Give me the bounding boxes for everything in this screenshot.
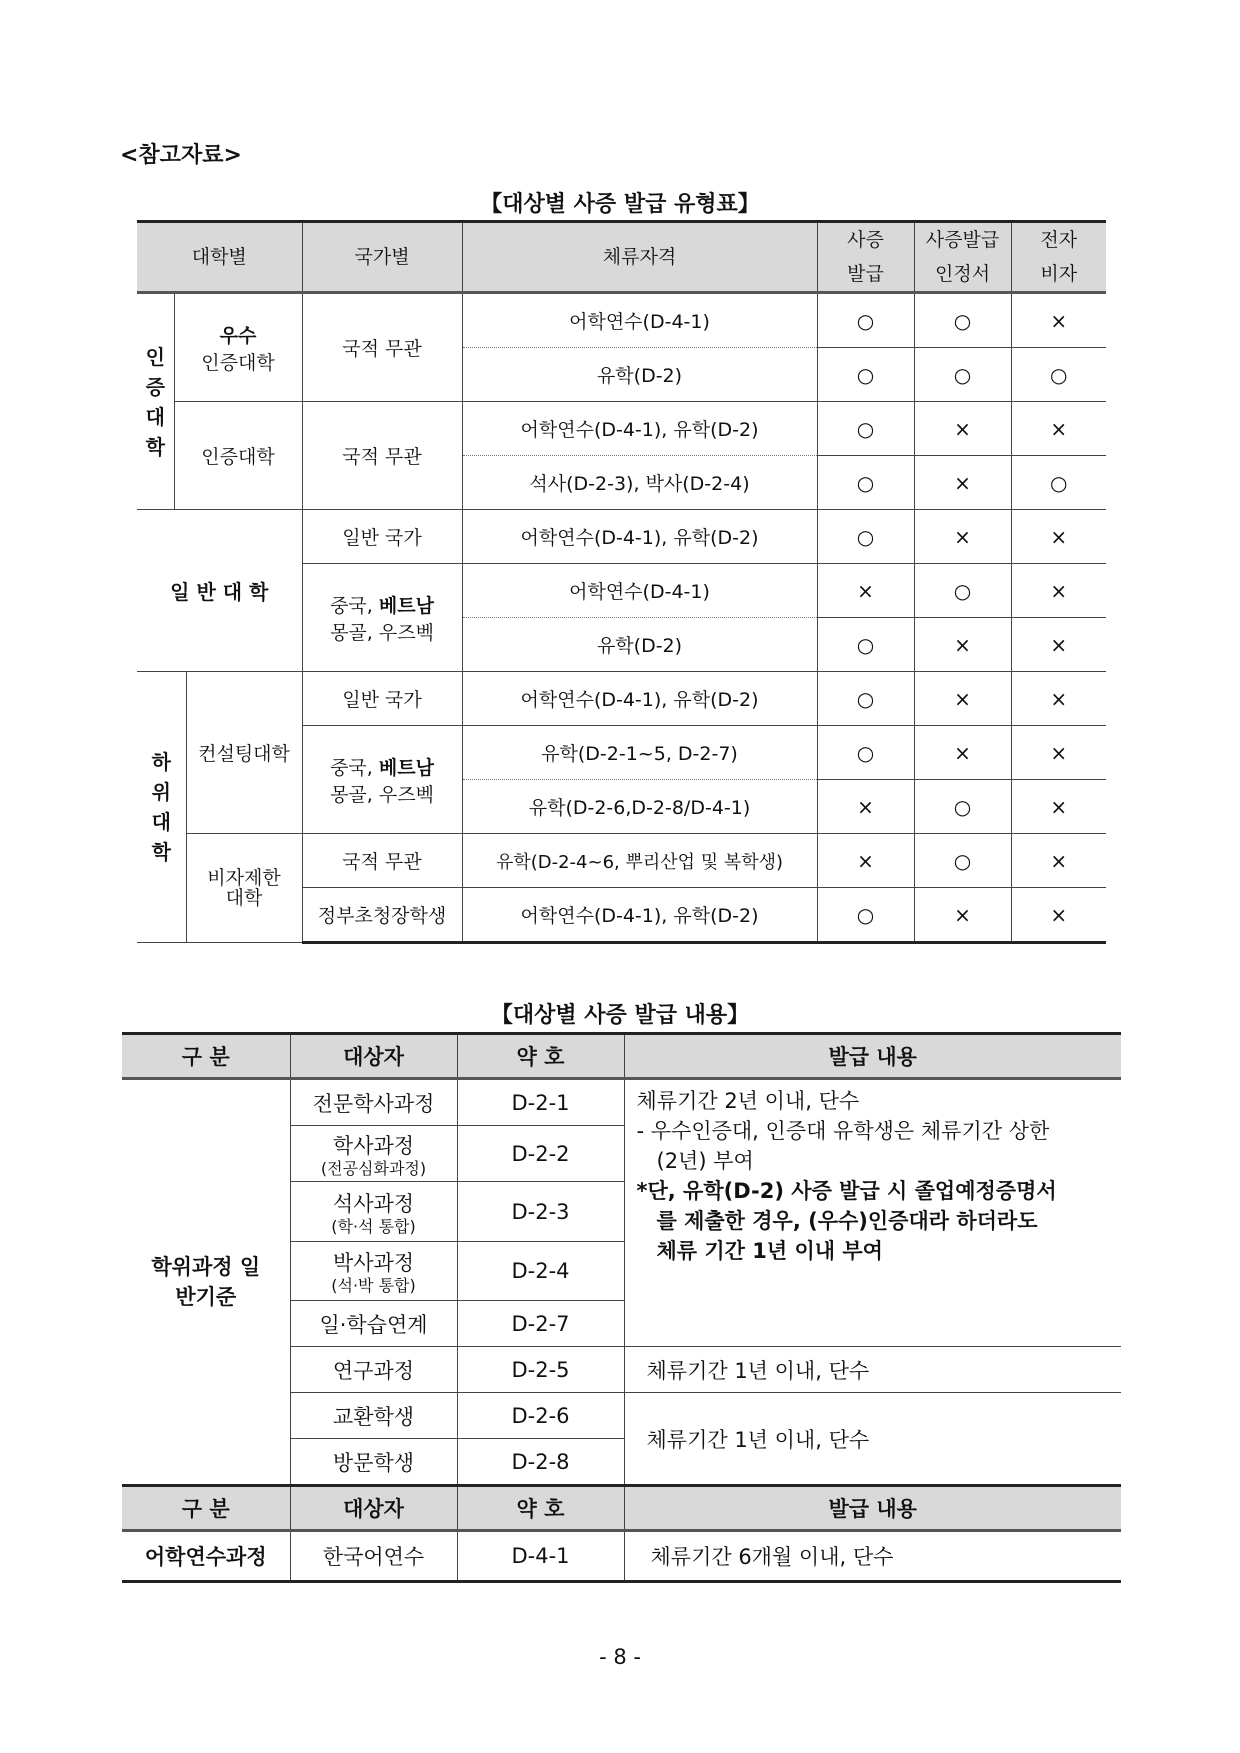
univ-cell: 컨설팅대학 — [186, 672, 302, 834]
country-cell: 국적 무관 — [302, 293, 462, 402]
target-cell: 학사과정 (전공심화과정) — [290, 1126, 457, 1182]
code-cell: D-2-8 — [457, 1439, 624, 1486]
code-cell: D-2-2 — [457, 1126, 624, 1182]
code-cell: D-4-1 — [457, 1531, 624, 1582]
code-cell: D-2-3 — [457, 1182, 624, 1242]
evisa-cell: × — [1011, 888, 1106, 943]
table-row — [137, 510, 1106, 564]
cert-cell: × — [914, 456, 1011, 510]
country-cell: 중국, 베트남 몽골, 우즈벡 — [302, 564, 462, 672]
col-code: 약 호 — [457, 1034, 624, 1079]
group-general: 일 반 대 학 — [137, 510, 302, 672]
col-evisa: 전자 비자 — [1011, 222, 1106, 293]
evisa-cell: ○ — [1011, 348, 1106, 402]
col-category: 구 분 — [122, 1486, 290, 1531]
cert-cell: ○ — [914, 834, 1011, 888]
table-header-row — [122, 1486, 1121, 1531]
col-cert: 사증발급 인정서 — [914, 222, 1011, 293]
evisa-cell: × — [1011, 564, 1106, 618]
table-row — [137, 293, 1106, 348]
col-target: 대상자 — [290, 1486, 457, 1531]
col-status: 체류자격 — [462, 222, 817, 293]
evisa-cell: × — [1011, 618, 1106, 672]
table2-title: 【대상별 사증 발급 내용】 — [490, 1003, 750, 1028]
target-cell: 방문학생 — [290, 1439, 457, 1486]
visa-cell: × — [817, 564, 914, 618]
evisa-cell: × — [1011, 834, 1106, 888]
evisa-cell: × — [1011, 672, 1106, 726]
category-cell: 어학연수과정 — [122, 1531, 290, 1582]
page-number: - 8 - — [599, 1645, 641, 1669]
status-cell: 유학(D-2-6,D-2-8/D-4-1) — [462, 780, 817, 834]
reference-heading: <참고자료> — [120, 143, 242, 168]
country-cell: 국적 무관 — [302, 402, 462, 510]
col-content: 발급 내용 — [624, 1034, 1121, 1079]
content-cell: 체류기간 1년 이내, 단수 — [624, 1347, 1121, 1393]
visa-cell: ○ — [817, 888, 914, 943]
cert-cell: × — [914, 888, 1011, 943]
country-cell: 국적 무관 — [302, 834, 462, 888]
code-cell: D-2-4 — [457, 1242, 624, 1301]
table-row — [137, 672, 1106, 726]
target-cell: 연구과정 — [290, 1347, 457, 1393]
cert-cell: × — [914, 510, 1011, 564]
cert-cell: × — [914, 618, 1011, 672]
table-row — [137, 834, 1106, 888]
cert-cell: ○ — [914, 780, 1011, 834]
table-header-row — [137, 222, 1106, 293]
table-row — [122, 1531, 1121, 1582]
content-cell: 체류기간 6개월 이내, 단수 — [624, 1531, 1121, 1582]
group-lower: 하 위 대 학 — [137, 672, 186, 943]
target-cell: 전문학사과정 — [290, 1079, 457, 1126]
visa-cell: ○ — [817, 402, 914, 456]
status-cell: 어학연수(D-4-1), 유학(D-2) — [462, 672, 817, 726]
status-cell: 석사(D-2-3), 박사(D-2-4) — [462, 456, 817, 510]
country-cell: 중국, 베트남 몽골, 우즈벡 — [302, 726, 462, 834]
visa-cell: ○ — [817, 510, 914, 564]
visa-cell: ○ — [817, 618, 914, 672]
evisa-cell: × — [1011, 726, 1106, 780]
country-cell: 정부초청장학생 — [302, 888, 462, 943]
evisa-cell: × — [1011, 780, 1106, 834]
status-cell: 어학연수(D-4-1), 유학(D-2) — [462, 510, 817, 564]
status-cell: 유학(D-2-4~6, 뿌리산업 및 복학생) — [462, 834, 817, 888]
content-cell: 체류기간 2년 이내, 단수 - 우수인증대, 인증대 유학생은 체류기간 상한 (2년) 부여 *단, 유학(D-2) 사증 발급 시 졸업예정증명서 를 제출한 경우, (우수)인증대라 하더라도 체류 기간 1년 이내 부여 — [624, 1079, 1121, 1347]
visa-cell: ○ — [817, 726, 914, 780]
target-cell: 교환학생 — [290, 1393, 457, 1439]
status-cell: 어학연수(D-4-1) — [462, 564, 817, 618]
visa-cell: × — [817, 780, 914, 834]
evisa-cell: ○ — [1011, 456, 1106, 510]
visa-type-table — [137, 220, 1106, 944]
col-visa: 사증 발급 — [817, 222, 914, 293]
target-cell: 일·학습연계 — [290, 1301, 457, 1347]
evisa-cell: × — [1011, 510, 1106, 564]
visa-content-table — [122, 1032, 1121, 1583]
country-cell: 일반 국가 — [302, 510, 462, 564]
evisa-cell: × — [1011, 402, 1106, 456]
cert-cell: ○ — [914, 348, 1011, 402]
table1-title: 【대상별 사증 발급 유형표】 — [480, 192, 760, 217]
cert-cell: × — [914, 402, 1011, 456]
content-cell: 체류기간 1년 이내, 단수 — [624, 1393, 1121, 1486]
target-cell: 석사과정 (학·석 통합) — [290, 1182, 457, 1242]
code-cell: D-2-7 — [457, 1301, 624, 1347]
status-cell: 유학(D-2) — [462, 348, 817, 402]
univ-cell: 인증대학 — [174, 402, 302, 510]
code-cell: D-2-6 — [457, 1393, 624, 1439]
col-content: 발급 내용 — [624, 1486, 1121, 1531]
table-row — [122, 1079, 1121, 1126]
code-cell: D-2-1 — [457, 1079, 624, 1126]
visa-cell: × — [817, 834, 914, 888]
visa-cell: ○ — [817, 293, 914, 348]
visa-cell: ○ — [817, 348, 914, 402]
status-cell: 어학연수(D-4-1), 유학(D-2) — [462, 888, 817, 943]
visa-cell: ○ — [817, 672, 914, 726]
col-univ: 대학별 — [137, 222, 302, 293]
group-degree: 학위과정 일반기준 — [122, 1079, 290, 1486]
status-cell: 유학(D-2) — [462, 618, 817, 672]
univ-cell: 비자제한 대학 — [186, 834, 302, 943]
country-cell: 일반 국가 — [302, 672, 462, 726]
cert-cell: ○ — [914, 293, 1011, 348]
col-category: 구 분 — [122, 1034, 290, 1079]
col-country: 국가별 — [302, 222, 462, 293]
target-cell: 한국어연수 — [290, 1531, 457, 1582]
table-header-row — [122, 1034, 1121, 1079]
col-target: 대상자 — [290, 1034, 457, 1079]
cert-cell: ○ — [914, 564, 1011, 618]
status-cell: 어학연수(D-4-1) — [462, 293, 817, 348]
table-row — [137, 402, 1106, 456]
target-cell: 박사과정 (석·박 통합) — [290, 1242, 457, 1301]
status-cell: 유학(D-2-1~5, D-2-7) — [462, 726, 817, 780]
code-cell: D-2-5 — [457, 1347, 624, 1393]
evisa-cell: × — [1011, 293, 1106, 348]
visa-cell: ○ — [817, 456, 914, 510]
univ-cell: 우수 인증대학 — [174, 293, 302, 402]
group-certified: 인 증 대 학 — [137, 293, 174, 510]
cert-cell: × — [914, 672, 1011, 726]
col-code: 약 호 — [457, 1486, 624, 1531]
status-cell: 어학연수(D-4-1), 유학(D-2) — [462, 402, 817, 456]
cert-cell: × — [914, 726, 1011, 780]
